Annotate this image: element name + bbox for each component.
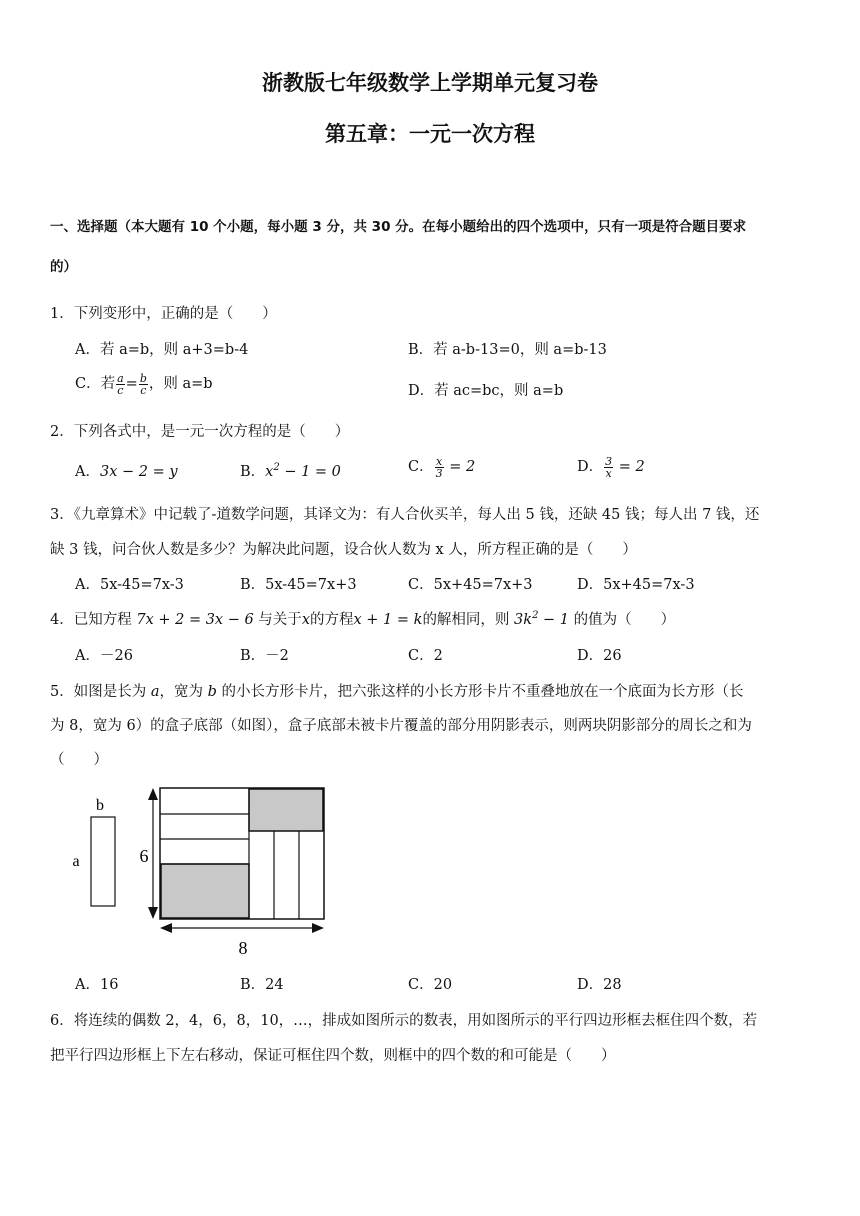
q1-option-a: A．若 a=b，则 a+3=b-4 <box>75 342 249 358</box>
q3-line1: 3．《九章算术》中记载了-道数学问题，其译文为：有人合伙买羊，每人出 5 钱，还缺 45 钱；每人出 7 钱，还 <box>50 507 760 523</box>
q2-option-d: D． $\frac{3}{x}$ = 2 <box>577 454 645 480</box>
q1-option-d: D．若 ac=bc，则 a=b <box>408 383 564 399</box>
chapter-subtitle: 第五章：一元一次方程 <box>325 122 535 146</box>
q5-line3: （ ） <box>50 752 108 768</box>
q4-option-c: C．2 <box>408 648 443 664</box>
document-title: 浙教版七年级数学上学期单元复习卷 <box>262 71 598 95</box>
q5-line2: 为 8，宽为 6）的盒子底部（如图），盒子底部未被卡片覆盖的部分用阴影表示，则两块阴影部分的周长之和为 <box>50 718 752 734</box>
q4-option-a: A．－26 <box>75 648 133 664</box>
q2-option-c: C． $\frac{x}{3}$ = 2 <box>408 454 476 480</box>
q5-line1: 5．如图是长为 a，宽为 b 的小长方形卡片，把六张这样的小长方形卡片不重叠地放在一个底面为长方形（长 <box>50 684 744 700</box>
q5-option-a: A．16 <box>75 977 119 993</box>
q1-c-frac-left: $\frac{a}{c}$ <box>117 371 124 397</box>
q1-c-prefix: C．若 <box>75 376 116 392</box>
q6-line1: 6．将连续的偶数 2，4，6，8，10，…，排成如图所示的数表，用如图所示的平行四边形框去框住四个数，若 <box>50 1013 758 1029</box>
q5-label-b: b <box>96 797 104 814</box>
q5-label-6: 6 <box>139 846 149 866</box>
q4-option-d: D．26 <box>577 648 622 664</box>
q5-shade-bottom-left <box>161 864 249 918</box>
q5-option-b: B．24 <box>240 977 284 993</box>
q4-stem: 4．已知方程 7x + 2 = 3x − 6 与关于x的方程x + 1 = k的解相同，则 $3k^2 - 1$ 的值为（ ） <box>50 610 676 628</box>
q2-option-b: B．$x^2 - 1 = 0$ <box>240 462 341 480</box>
q3-option-b: B．5x-45=7x+3 <box>240 577 357 593</box>
section-heading-line1: 一、选择题（本大题有 10 个小题，每小题 3 分，共 30 分。在每小题给出的四个选项中，只有一项是符合题目要求 <box>50 219 747 235</box>
q2-option-a: A．3x − 2 = y <box>75 464 178 480</box>
q5-option-c: C．20 <box>408 977 453 993</box>
q3-option-a: A．5x-45=7x-3 <box>75 577 184 593</box>
q1-c-frac-right: $\frac{b}{c}$ <box>139 371 147 397</box>
q3-line2: 缺 3 钱，问合伙人数是多少？为解决此问题，设合伙人数为 x 人，所方程正确的是（ ） <box>50 542 637 558</box>
q4-option-b: B．－2 <box>240 648 289 664</box>
q5-figure <box>60 782 350 962</box>
q1-c-suffix: ，则 a=b <box>148 376 213 392</box>
q5-label-a: a <box>72 853 80 870</box>
q1-stem: 1．下列变形中，正确的是（ ） <box>50 306 277 322</box>
q3-option-d: D．5x+45=7x-3 <box>577 577 695 593</box>
q3-option-c: C．5x+45=7x+3 <box>408 577 533 593</box>
q5-option-d: D．28 <box>577 977 622 993</box>
q6-line2: 把平行四边形框上下左右移动，保证可框住四个数，则框中的四个数的和可能是（ ） <box>50 1048 616 1064</box>
q5-shade-top-right <box>249 789 323 831</box>
q5-small-card <box>91 817 115 906</box>
q5-label-8: 8 <box>238 938 248 958</box>
section-heading-line2: 的） <box>50 259 77 275</box>
q1-option-b: B．若 a-b-13=0，则 a=b-13 <box>408 342 607 358</box>
q1-option-c: C．若 $\frac{a}{c}$ = $\frac{b}{c}$ ，则 a=b <box>75 371 213 397</box>
q2-stem: 2．下列各式中，是一元一次方程的是（ ） <box>50 424 350 440</box>
